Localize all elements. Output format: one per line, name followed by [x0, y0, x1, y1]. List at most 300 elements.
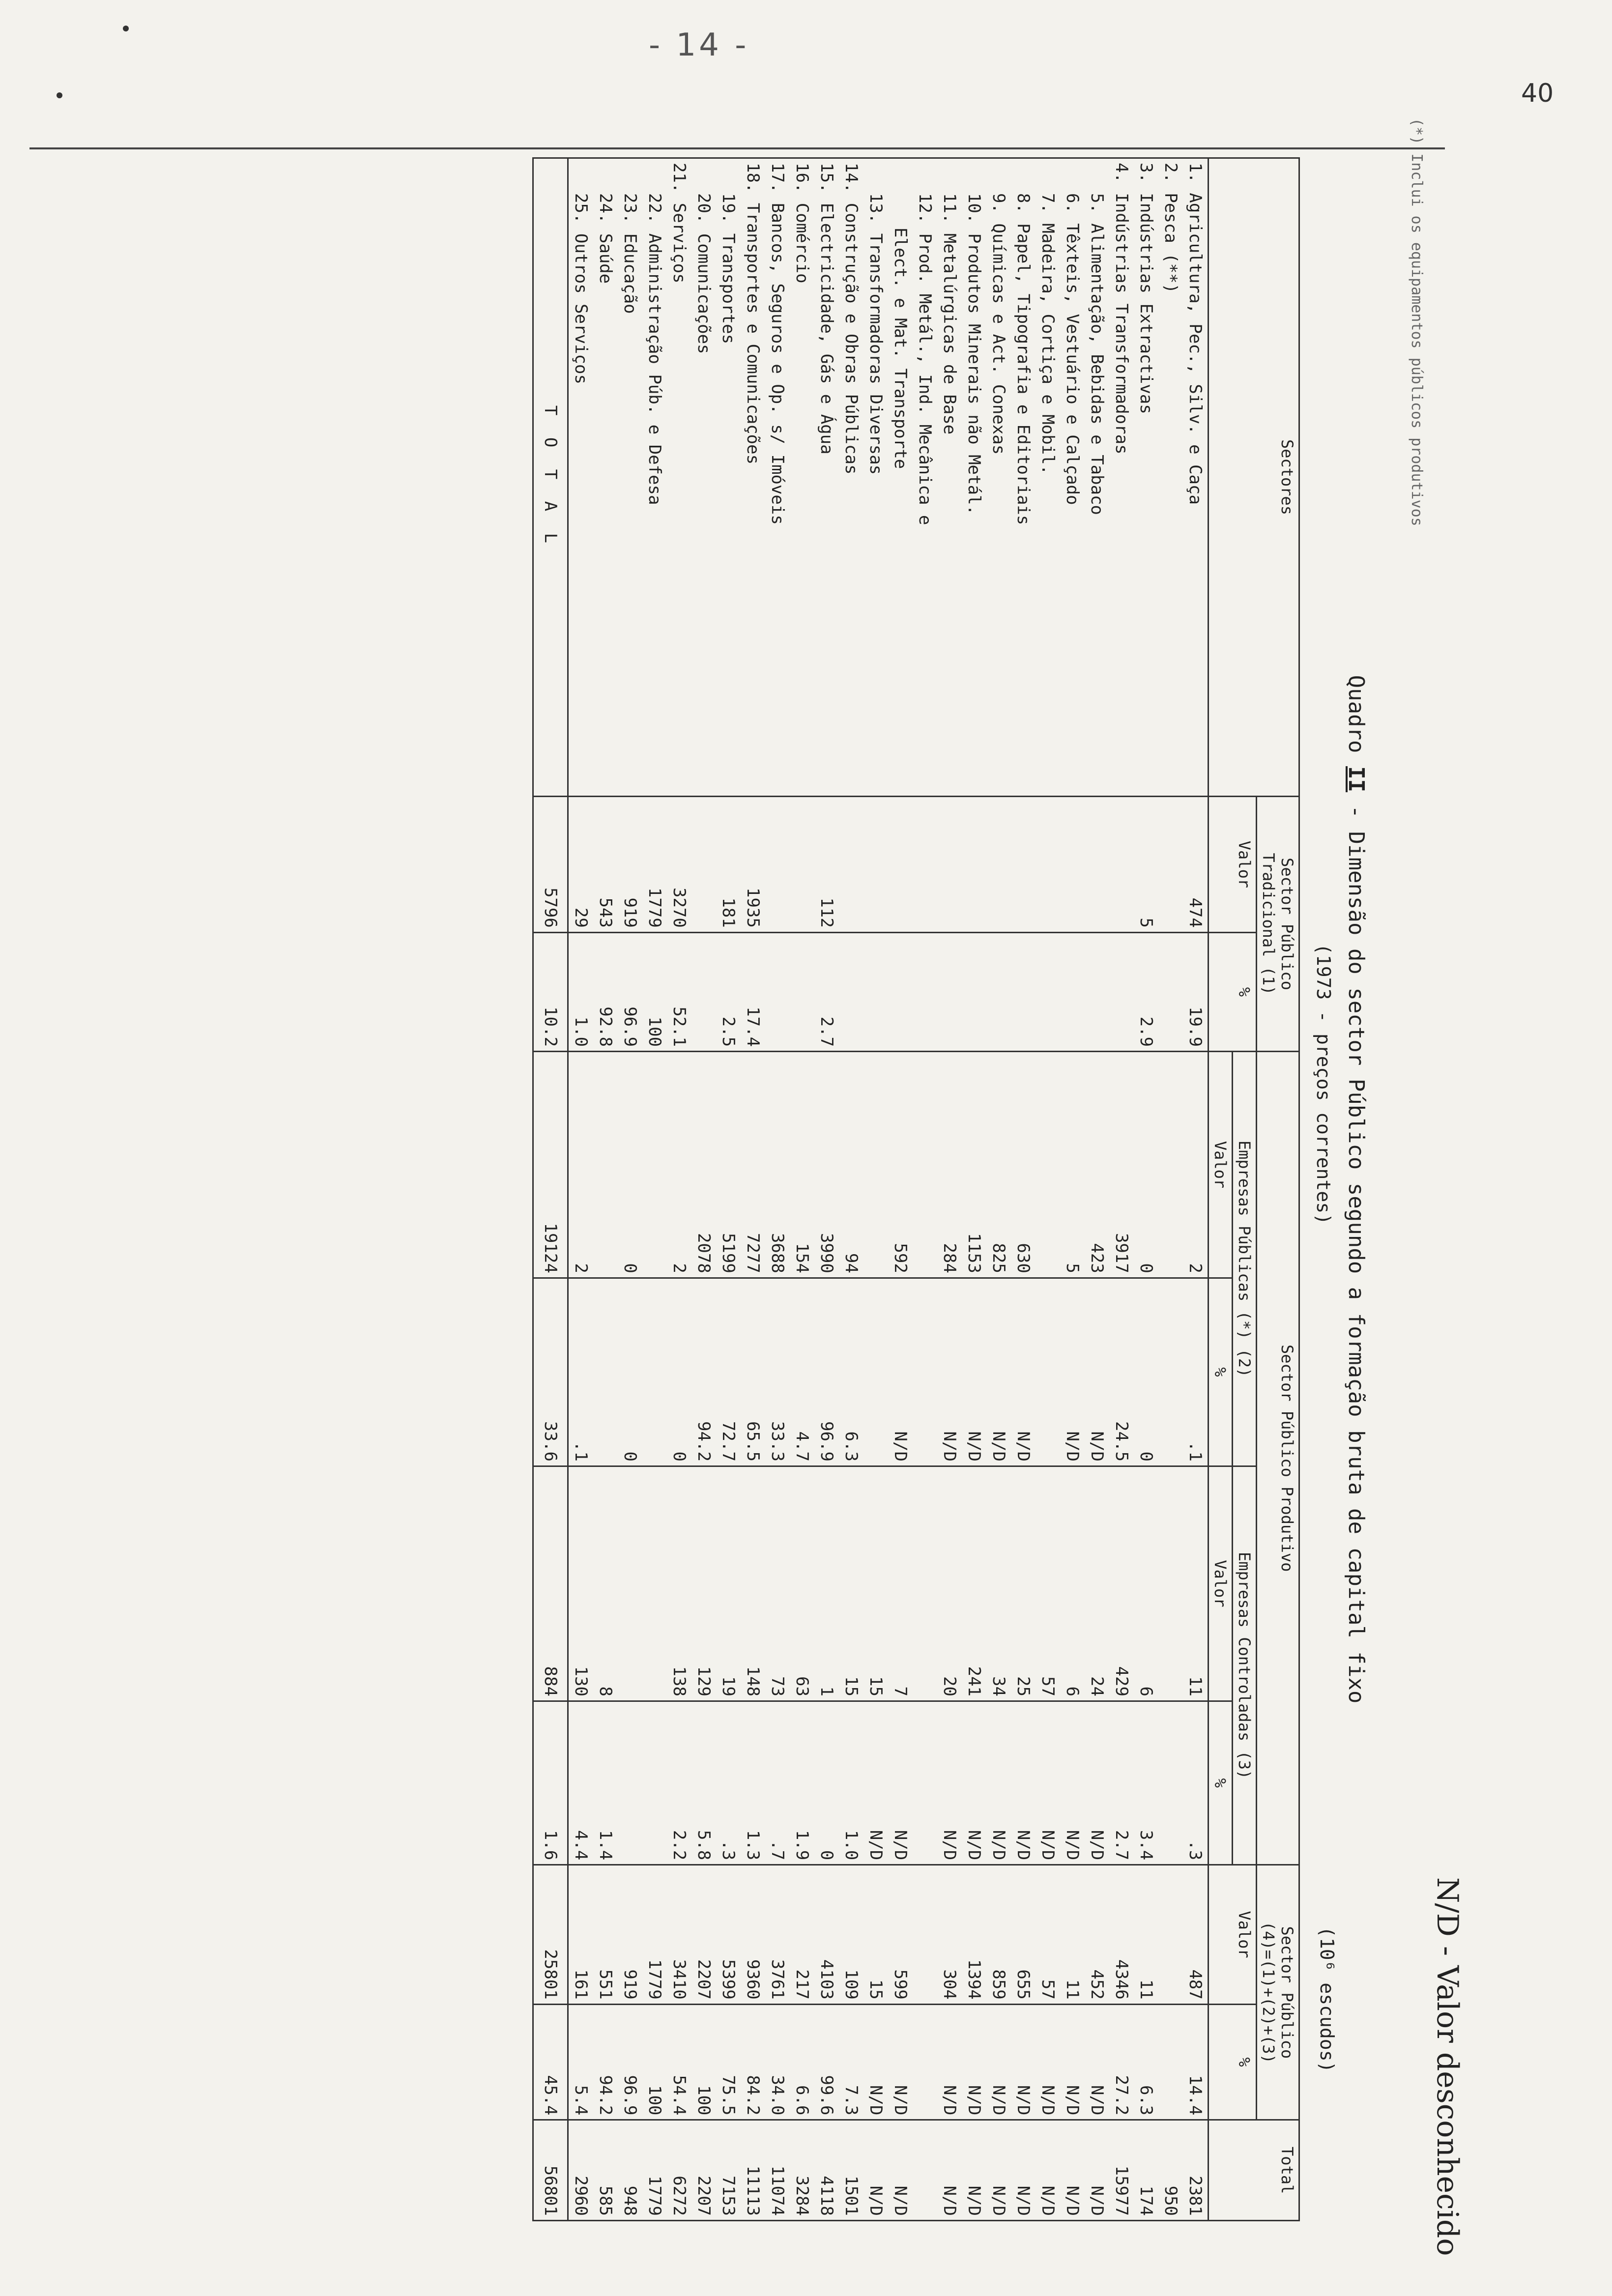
cell-v4: 859	[986, 1865, 1011, 2004]
cell-v2: 7277	[741, 1052, 765, 1278]
cell-v4	[1158, 1865, 1183, 2004]
cell-p1	[765, 932, 790, 1051]
col-spp: Sector Público Produtivo	[1257, 1052, 1299, 1865]
h-pct-2: %	[1209, 1278, 1233, 1466]
table-row	[839, 158, 864, 2221]
cell-v4: 1779	[642, 1865, 667, 2004]
cell-v2: 5	[1060, 1052, 1085, 1278]
cell-total: 11074	[765, 2120, 790, 2221]
cell-v3: 130	[568, 1466, 594, 1701]
row-label: 4. Indústrias Transformadoras	[1109, 158, 1134, 797]
cell-v2: 284	[937, 1052, 962, 1278]
cell-p3: N/D	[986, 1701, 1011, 1865]
cell-p2: N/D	[986, 1278, 1011, 1466]
col-sp-sub: (4)=(1)+(2)+(3)	[1259, 1921, 1278, 2064]
cell-v2	[913, 1052, 937, 1278]
cell-p3: N/D	[1036, 1701, 1060, 1865]
cell-p4: N/D	[1036, 2004, 1060, 2120]
cell-v1	[888, 797, 913, 933]
row-label: 24. Saúde	[593, 158, 618, 797]
cell-v1	[937, 797, 962, 933]
row-label: 17. Bancos, Seguros e Op. s/ Imóveis	[765, 158, 790, 797]
cell-v2	[1036, 1052, 1060, 1278]
row-label: 12. Prod. Metál., Ind. Mecânica e	[913, 158, 937, 797]
row-label: 8. Papel, Tipografia e Editoriais	[1011, 158, 1036, 797]
cell-v4: 15	[864, 1865, 888, 2004]
cell-v3	[913, 1466, 937, 1701]
cell-v4: 919	[618, 1865, 642, 2004]
cell-p2: N/D	[962, 1278, 986, 1466]
total-p4: 45.4	[533, 2004, 568, 2120]
table-row	[1134, 158, 1158, 2221]
cell-p3: N/D	[1060, 1701, 1085, 1865]
cell-v1: 543	[593, 797, 618, 933]
cell-p1	[962, 932, 986, 1051]
cell-v3: 25	[1011, 1466, 1036, 1701]
cell-total: 11113	[741, 2120, 765, 2221]
cell-p2	[1036, 1278, 1060, 1466]
cell-p1: 2.5	[716, 932, 741, 1051]
cell-p1	[913, 932, 937, 1051]
cell-v2: 3990	[814, 1052, 839, 1278]
cell-v3: 20	[937, 1466, 962, 1701]
cell-p2: 0	[667, 1278, 691, 1466]
cell-v1: 181	[716, 797, 741, 933]
cell-total: N/D	[888, 2120, 913, 2221]
cell-total: 1501	[839, 2120, 864, 2221]
row-label: 16. Comércio	[790, 158, 814, 797]
cell-total: 7153	[716, 2120, 741, 2221]
row-label: 1. Agricultura, Pec., Silv. e Caça	[1183, 158, 1209, 797]
title-text: - Dimensão do sector Público segundo a formação bruta de capital fixo	[1344, 805, 1369, 1704]
h-pct-4: %	[1209, 2004, 1257, 2120]
cell-p2: 33.3	[765, 1278, 790, 1466]
cell-v3	[1158, 1466, 1183, 1701]
table-row	[1060, 158, 1085, 2221]
table-row	[691, 158, 716, 2221]
cell-p2: 4.7	[790, 1278, 814, 1466]
col-sectores: Sectores	[1209, 158, 1299, 797]
cell-p1: 92.8	[593, 932, 618, 1051]
cell-p1	[691, 932, 716, 1051]
cell-v3: 11	[1183, 1466, 1209, 1701]
ink-speck	[123, 26, 129, 31]
cell-v1	[962, 797, 986, 933]
cell-v2: 825	[986, 1052, 1011, 1278]
h-valor-4: Valor	[1209, 1865, 1257, 2004]
cell-p4: 14.4	[1183, 2004, 1209, 2120]
table-row	[888, 158, 913, 2221]
cell-p3: 4.4	[568, 1701, 594, 1865]
cell-total: 174	[1134, 2120, 1158, 2221]
cell-v3: 57	[1036, 1466, 1060, 1701]
cell-p4: 6.6	[790, 2004, 814, 2120]
cell-p3: 5.8	[691, 1701, 716, 1865]
cell-v4: 304	[937, 1865, 962, 2004]
table-row	[1158, 158, 1183, 2221]
row-label: 10. Produtos Minerais não Metál.	[962, 158, 986, 797]
cell-p2	[913, 1278, 937, 1466]
total-row	[533, 158, 568, 2221]
cell-v2: 1153	[962, 1052, 986, 1278]
cell-p1: 2.9	[1134, 932, 1158, 1051]
cell-v1	[864, 797, 888, 933]
row-label: 20. Comunicações	[691, 158, 716, 797]
table-row	[1109, 158, 1134, 2221]
cell-total: 2207	[691, 2120, 716, 2221]
cell-p2: N/D	[888, 1278, 913, 1466]
cell-v3: 8	[593, 1466, 618, 1701]
table-row	[593, 158, 618, 2221]
cell-v3: 19	[716, 1466, 741, 1701]
h-valor-2: Valor	[1209, 1052, 1233, 1278]
cell-p2: N/D	[1085, 1278, 1109, 1466]
cell-p3	[1158, 1701, 1183, 1865]
ink-speck	[57, 92, 62, 98]
table-row	[864, 158, 888, 2221]
cell-total: 4118	[814, 2120, 839, 2221]
cell-v2: 592	[888, 1052, 913, 1278]
cell-p3: N/D	[937, 1701, 962, 1865]
col-sp	[1257, 1865, 1299, 2120]
table-title	[1344, 157, 1369, 2221]
cell-v4: 599	[888, 1865, 913, 2004]
cell-p2: 94.2	[691, 1278, 716, 1466]
total-p1: 10.2	[533, 932, 568, 1051]
row-label: 9. Químicas e Act. Conexas	[986, 158, 1011, 797]
cell-p3: .3	[716, 1701, 741, 1865]
total-v2: 19124	[533, 1052, 568, 1278]
cell-p4: N/D	[1085, 2004, 1109, 2120]
table-row	[618, 158, 642, 2221]
cell-p3: 2.7	[1109, 1701, 1134, 1865]
nd-legend: N/D - Valor desconhecido	[1430, 1877, 1465, 2256]
table-row	[814, 158, 839, 2221]
row-label: 6. Têxteis, Vestuário e Calçado	[1060, 158, 1085, 797]
total-label: T O T A L	[533, 158, 568, 797]
row-label: 7. Madeira, Cortiça e Mobil.	[1036, 158, 1060, 797]
table-row	[1183, 158, 1209, 2221]
cell-v2	[593, 1052, 618, 1278]
cell-v4: 11	[1060, 1865, 1085, 2004]
cell-v4: 4346	[1109, 1865, 1134, 2004]
cell-v3: 138	[667, 1466, 691, 1701]
table-row	[568, 158, 594, 2221]
cell-p3: 1.3	[741, 1701, 765, 1865]
cell-v4: 5399	[716, 1865, 741, 2004]
row-label: 13. Transformadoras Diversas	[864, 158, 888, 797]
cell-p4: N/D	[888, 2004, 913, 2120]
cell-v1: 3270	[667, 797, 691, 933]
cell-v4: 3761	[765, 1865, 790, 2004]
cell-v1: 112	[814, 797, 839, 933]
cell-total: N/D	[1011, 2120, 1036, 2221]
cell-v3: 241	[962, 1466, 986, 1701]
row-label: 19. Transportes	[716, 158, 741, 797]
cell-total: 6272	[667, 2120, 691, 2221]
cell-p3: N/D	[1011, 1701, 1036, 1865]
cell-v3: 6	[1134, 1466, 1158, 1701]
cell-v2: 2	[667, 1052, 691, 1278]
cell-v1	[986, 797, 1011, 933]
total-v4: 25801	[533, 1865, 568, 2004]
title-prefix: Quadro	[1344, 675, 1369, 753]
cell-p4: 34.0	[765, 2004, 790, 2120]
cell-v2: 423	[1085, 1052, 1109, 1278]
cell-p1	[790, 932, 814, 1051]
cell-total: N/D	[937, 2120, 962, 2221]
cell-p4: 5.4	[568, 2004, 594, 2120]
cell-v1	[765, 797, 790, 933]
rotated-table-block	[84, 157, 1371, 2221]
cell-v2: 2	[568, 1052, 594, 1278]
cell-v2	[1158, 1052, 1183, 1278]
col-sp-title: Sector Público	[1278, 1926, 1296, 2059]
cell-v1	[1109, 797, 1134, 933]
cell-v1	[1085, 797, 1109, 933]
cell-p2: 6.3	[839, 1278, 864, 1466]
footnote: (*) Inclui os equipamentos públicos produtivos	[1408, 118, 1425, 526]
cell-p3: 2.2	[667, 1701, 691, 1865]
h-valor-1: Valor	[1209, 797, 1257, 933]
cell-p1	[1109, 932, 1134, 1051]
table-row	[716, 158, 741, 2221]
cell-total: 2381	[1183, 2120, 1209, 2221]
cell-p2	[864, 1278, 888, 1466]
cell-total: 2960	[568, 2120, 594, 2221]
cell-v1	[790, 797, 814, 933]
table-row	[790, 158, 814, 2221]
cell-p3: .7	[765, 1701, 790, 1865]
cell-p4: 27.2	[1109, 2004, 1134, 2120]
h-pct-3: %	[1209, 1701, 1233, 1865]
h-pct-1: %	[1209, 932, 1257, 1051]
row-label: 3. Indústrias Extractivas	[1134, 158, 1158, 797]
cell-total: N/D	[986, 2120, 1011, 2221]
cell-p4: N/D	[1011, 2004, 1036, 2120]
cell-p2	[642, 1278, 667, 1466]
total-p3: 1.6	[533, 1701, 568, 1865]
cell-total: 950	[1158, 2120, 1183, 2221]
cell-v3: 63	[790, 1466, 814, 1701]
row-label: 2. Pesca (**)	[1158, 158, 1183, 797]
row-label: 21. Serviços	[667, 158, 691, 797]
cell-p4: 54.4	[667, 2004, 691, 2120]
cell-p1	[839, 932, 864, 1051]
cell-v1: 29	[568, 797, 594, 933]
cell-total: 3284	[790, 2120, 814, 2221]
cell-p4: 7.3	[839, 2004, 864, 2120]
page-number: 40	[1521, 79, 1554, 108]
cell-v1	[691, 797, 716, 933]
cell-v3: 6	[1060, 1466, 1085, 1701]
cell-total: 585	[593, 2120, 618, 2221]
cell-p4: 6.3	[1134, 2004, 1158, 2120]
data-table	[532, 157, 1300, 2221]
row-label: Elect. e Mat. Transporte	[888, 158, 913, 797]
total-v1: 5796	[533, 797, 568, 933]
cell-p4: 99.6	[814, 2004, 839, 2120]
cell-v2: 3917	[1109, 1052, 1134, 1278]
cell-v3: 1	[814, 1466, 839, 1701]
col-ec: Empresas Controladas (3)	[1233, 1466, 1257, 1865]
cell-p1	[888, 932, 913, 1051]
cell-p1	[1158, 932, 1183, 1051]
col-spt-sub: Tradicional (1)	[1259, 853, 1278, 995]
col-spt	[1257, 797, 1299, 1052]
cell-p4	[913, 2004, 937, 2120]
cell-p2: 24.5	[1109, 1278, 1134, 1466]
cell-v1	[913, 797, 937, 933]
cell-p3: 0	[814, 1701, 839, 1865]
cell-v3	[618, 1466, 642, 1701]
cell-v4: 1394	[962, 1865, 986, 2004]
cell-v2: 630	[1011, 1052, 1036, 1278]
cell-v1	[1060, 797, 1085, 933]
cell-p2: 96.9	[814, 1278, 839, 1466]
cell-p4: 100	[691, 2004, 716, 2120]
cell-v1	[839, 797, 864, 933]
cell-v4: 9360	[741, 1865, 765, 2004]
cell-p4: 94.2	[593, 2004, 618, 2120]
row-label: 14. Construção e Obras Públicas	[839, 158, 864, 797]
cell-v4: 551	[593, 1865, 618, 2004]
cell-p2: N/D	[1060, 1278, 1085, 1466]
cell-p1	[1036, 932, 1060, 1051]
cell-v4: 11	[1134, 1865, 1158, 2004]
cell-v1	[1011, 797, 1036, 933]
cell-p3: N/D	[1085, 1701, 1109, 1865]
table-unit: (10⁶ escudos)	[1316, 1926, 1338, 2073]
cell-total: N/D	[962, 2120, 986, 2221]
cell-v1: 1935	[741, 797, 765, 933]
row-label: 11. Metalúrgicas de Base	[937, 158, 962, 797]
cell-p3	[618, 1701, 642, 1865]
cell-p2: 65.5	[741, 1278, 765, 1466]
table-row	[937, 158, 962, 2221]
cell-p4: 100	[642, 2004, 667, 2120]
row-label: 15. Electricidade, Gás e Água	[814, 158, 839, 797]
cell-p2: N/D	[1011, 1278, 1036, 1466]
cell-p2: 0	[618, 1278, 642, 1466]
cell-total: N/D	[1060, 2120, 1085, 2221]
cell-v4: 3410	[667, 1865, 691, 2004]
cell-p2	[593, 1278, 618, 1466]
cell-p3: 1.9	[790, 1701, 814, 1865]
cell-p1	[1011, 932, 1036, 1051]
cell-v3: 7	[888, 1466, 913, 1701]
cell-v1: 1779	[642, 797, 667, 933]
cell-total: N/D	[1085, 2120, 1109, 2221]
cell-v1	[1158, 797, 1183, 933]
table-row	[642, 158, 667, 2221]
cell-v4: 217	[790, 1865, 814, 2004]
cell-p1	[986, 932, 1011, 1051]
table-row	[1085, 158, 1109, 2221]
cell-p1: 19.9	[1183, 932, 1209, 1051]
col-spt-title: Sector Público	[1278, 858, 1296, 990]
cell-p2: N/D	[937, 1278, 962, 1466]
cell-v4: 109	[839, 1865, 864, 2004]
h-valor-3: Valor	[1209, 1466, 1233, 1701]
row-label: 23. Educação	[618, 158, 642, 797]
cell-p3: N/D	[962, 1701, 986, 1865]
cell-v4: 2207	[691, 1865, 716, 2004]
cell-total: 15977	[1109, 2120, 1134, 2221]
col-ep: Empresas Públicas (*) (2)	[1233, 1052, 1257, 1466]
cell-p4: 96.9	[618, 2004, 642, 2120]
cell-v3: 34	[986, 1466, 1011, 1701]
cell-p1	[937, 932, 962, 1051]
cell-v2	[642, 1052, 667, 1278]
table-row	[1036, 158, 1060, 2221]
cell-p2: .1	[568, 1278, 594, 1466]
cell-v3: 15	[839, 1466, 864, 1701]
cell-v3: 73	[765, 1466, 790, 1701]
cell-p4: N/D	[1060, 2004, 1085, 2120]
cell-v2: 154	[790, 1052, 814, 1278]
cell-p3	[642, 1701, 667, 1865]
cell-v4: 161	[568, 1865, 594, 2004]
top-rule	[29, 147, 1445, 149]
cell-v3: 24	[1085, 1466, 1109, 1701]
cell-v2: 0	[1134, 1052, 1158, 1278]
cell-v3: 129	[691, 1466, 716, 1701]
cell-v1	[1036, 797, 1060, 933]
cell-v4: 4103	[814, 1865, 839, 2004]
cell-p1	[1060, 932, 1085, 1051]
cell-v3	[642, 1466, 667, 1701]
cell-v4: 655	[1011, 1865, 1036, 2004]
cell-p4: N/D	[864, 2004, 888, 2120]
table-subtitle: (1973 - preços correntes)	[1313, 944, 1334, 1225]
cell-v1: 919	[618, 797, 642, 933]
table-row	[962, 158, 986, 2221]
cell-p3: 3.4	[1134, 1701, 1158, 1865]
cell-total: N/D	[1036, 2120, 1060, 2221]
cell-total: N/D	[864, 2120, 888, 2221]
cell-p3	[913, 1701, 937, 1865]
cell-v2	[864, 1052, 888, 1278]
cell-p4	[1158, 2004, 1183, 2120]
cell-p3: N/D	[888, 1701, 913, 1865]
cell-p1: 2.7	[814, 932, 839, 1051]
table-row	[986, 158, 1011, 2221]
cell-v4	[913, 1865, 937, 2004]
cell-v2: 2078	[691, 1052, 716, 1278]
cell-v4: 452	[1085, 1865, 1109, 2004]
cell-v2: 3688	[765, 1052, 790, 1278]
cell-total: 948	[618, 2120, 642, 2221]
table-row	[667, 158, 691, 2221]
cell-p3: 1.4	[593, 1701, 618, 1865]
cell-v3: 429	[1109, 1466, 1134, 1701]
cell-p1: 96.9	[618, 932, 642, 1051]
cell-v2: 94	[839, 1052, 864, 1278]
cell-p3: 1.0	[839, 1701, 864, 1865]
cell-v1: 5	[1134, 797, 1158, 933]
title-roman: II	[1344, 766, 1369, 793]
cell-total	[913, 2120, 937, 2221]
cell-p4: N/D	[937, 2004, 962, 2120]
cell-v3: 15	[864, 1466, 888, 1701]
cell-p2: 72.7	[716, 1278, 741, 1466]
cell-total: 1779	[642, 2120, 667, 2221]
cell-p2: 0	[1134, 1278, 1158, 1466]
cell-v4: 57	[1036, 1865, 1060, 2004]
cell-p3: .3	[1183, 1701, 1209, 1865]
cell-p4: 84.2	[741, 2004, 765, 2120]
